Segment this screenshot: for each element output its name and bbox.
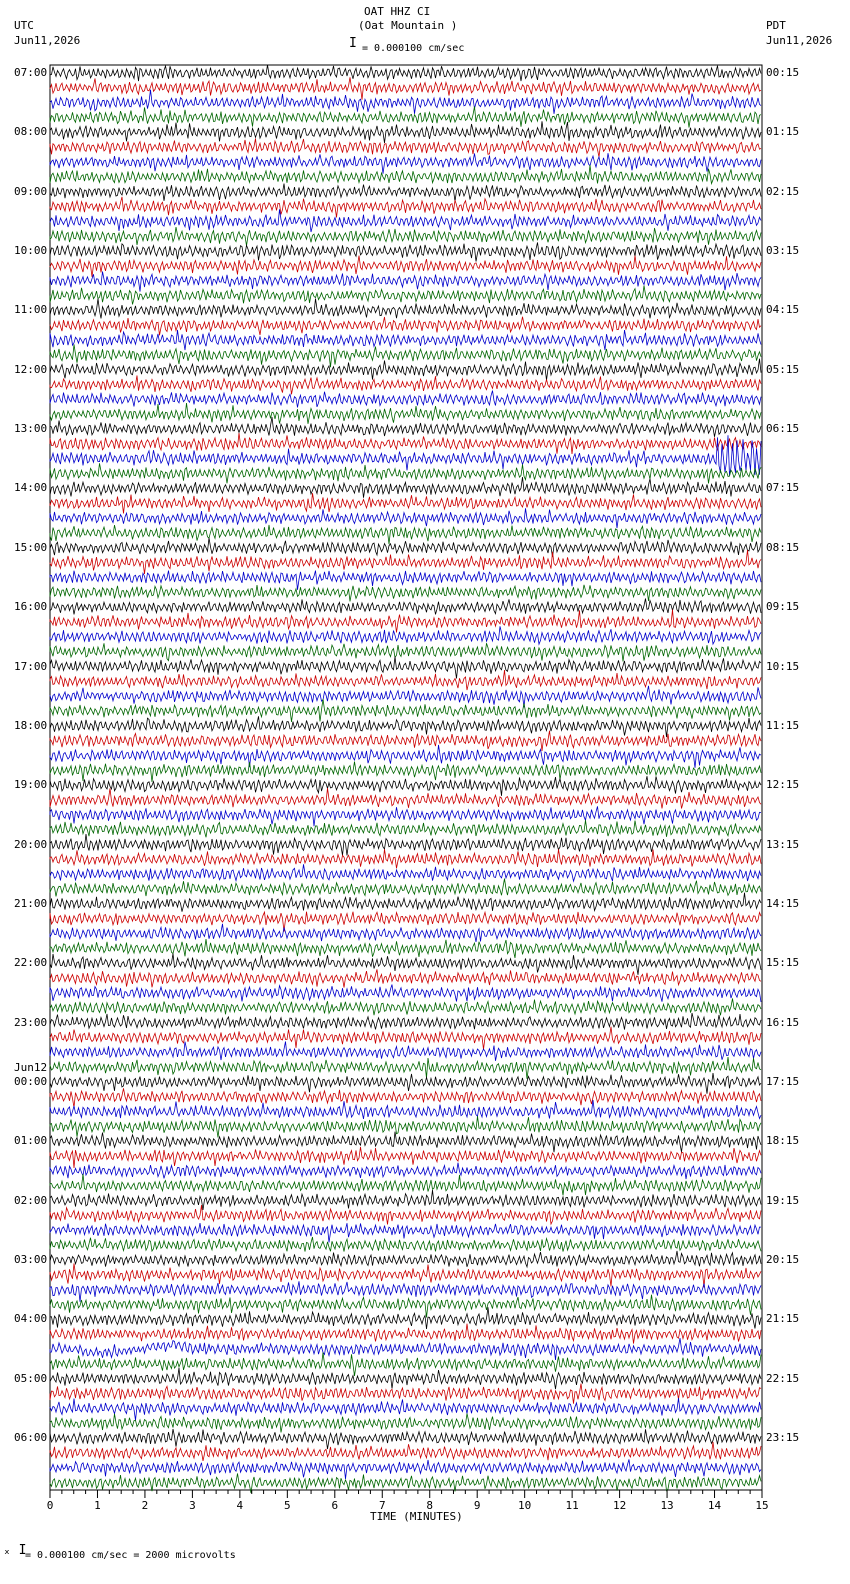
trace-line xyxy=(50,571,761,590)
trace-line xyxy=(50,106,761,127)
trace-line xyxy=(50,1042,761,1061)
pdt-hour-label: 00:15 xyxy=(766,66,800,79)
trace-line xyxy=(50,153,761,174)
trace-line xyxy=(50,272,761,292)
utc-hour-label: 04:00 xyxy=(14,1312,48,1326)
trace-line xyxy=(50,463,761,483)
trace-line xyxy=(50,330,761,350)
pdt-hour-label: 15:15 xyxy=(766,956,800,970)
trace-line xyxy=(50,788,761,808)
utc-hour-label: 09:00 xyxy=(14,184,48,198)
trace-line xyxy=(50,820,761,837)
trace-line xyxy=(50,998,761,1015)
trace-line xyxy=(50,1088,761,1107)
trace-line xyxy=(50,879,761,897)
x-axis xyxy=(47,1490,769,1512)
trace-line xyxy=(50,1281,761,1301)
trace-line xyxy=(50,376,761,395)
trace-line xyxy=(50,1190,761,1210)
pdt-hour-label: 17:15 xyxy=(766,1074,800,1088)
trace-line xyxy=(50,1237,761,1252)
trace-line xyxy=(50,1027,761,1050)
utc-hour-label: 08:00 xyxy=(14,125,48,139)
utc-hour-label: 01:00 xyxy=(14,1134,48,1148)
trace-line xyxy=(50,299,761,319)
pdt-hour-label: 14:15 xyxy=(766,896,800,910)
trace-line xyxy=(50,1205,761,1224)
pdt-hour-label: 12:15 xyxy=(766,778,800,792)
trace-line xyxy=(50,657,761,679)
pdt-hour-label: 18:15 xyxy=(766,1134,800,1148)
utc-hour-label: 12:00 xyxy=(14,362,48,376)
pdt-hour-label: 19:15 xyxy=(766,1193,800,1207)
x-tick-label: 6 xyxy=(331,1499,339,1512)
x-tick-label: 2 xyxy=(141,1499,149,1512)
utc-hour-label: 22:00 xyxy=(14,956,48,970)
trace-line xyxy=(50,184,761,202)
utc-hour-label: 14:00 xyxy=(14,481,48,495)
utc-hour-label: 02:00 xyxy=(14,1193,48,1207)
trace-line xyxy=(50,417,761,437)
trace-line xyxy=(50,1147,761,1168)
trace-line xyxy=(50,227,761,246)
trace-line xyxy=(50,477,761,498)
utc-hour-label: 03:00 xyxy=(14,1253,48,1266)
pdt-hour-label: 23:15 xyxy=(766,1431,800,1445)
trace-line xyxy=(50,585,761,602)
trace-line xyxy=(50,776,761,796)
trace-line xyxy=(50,670,761,690)
x-tick-label: 10 xyxy=(518,1499,532,1512)
scale-bar-icon: I xyxy=(349,36,357,51)
trace-line xyxy=(50,256,761,277)
pdt-hour-label: 16:15 xyxy=(766,1015,800,1029)
utc-hour-label: 15:00 xyxy=(14,540,48,554)
trace-line xyxy=(50,954,761,975)
trace-line xyxy=(50,716,761,737)
trace-line xyxy=(50,599,761,615)
station-title: OAT HHZ CI xyxy=(364,5,431,18)
trace-line xyxy=(50,864,761,881)
trace-line xyxy=(50,1324,761,1344)
trace-line xyxy=(50,1251,761,1267)
trace-line xyxy=(50,242,761,261)
trace-line xyxy=(50,65,761,81)
utc-hour-label: 07:00 xyxy=(14,66,48,79)
trace-line xyxy=(50,359,761,381)
pdt-hour-label: 06:15 xyxy=(766,422,800,436)
trace-line xyxy=(50,1398,761,1420)
trace-line xyxy=(50,1163,761,1179)
scale-text: = 0.000100 cm/sec xyxy=(362,43,465,54)
utc-hour-label: 20:00 xyxy=(14,837,48,851)
seismic-traces xyxy=(50,65,761,1493)
right-date: Jun11,2026 xyxy=(766,34,833,47)
trace-line xyxy=(50,403,761,424)
x-tick-label: 8 xyxy=(426,1499,434,1512)
utc-hour-label: 16:00 xyxy=(14,600,48,614)
utc-hour-label: 00:00 xyxy=(14,1074,48,1088)
x-tick-label: 7 xyxy=(378,1499,386,1512)
utc-hour-label: 18:00 xyxy=(14,718,48,732)
x-axis-label: TIME (MINUTES) xyxy=(370,1510,463,1523)
trace-line xyxy=(50,1174,761,1195)
pdt-hour-label: 08:15 xyxy=(766,540,800,554)
pdt-hour-label: 02:15 xyxy=(766,184,800,198)
trace-line xyxy=(50,344,761,367)
trace-line xyxy=(50,77,761,99)
trace-line xyxy=(50,1429,761,1449)
trace-line xyxy=(50,550,761,574)
utc-hour-label: 17:00 xyxy=(14,659,48,673)
x-tick-label: 13 xyxy=(660,1499,674,1512)
trace-line xyxy=(50,849,761,868)
trace-line xyxy=(50,1013,761,1030)
pdt-hour-label: 13:15 xyxy=(766,837,800,851)
trace-line xyxy=(50,139,761,157)
station-subtitle: (Oat Mountain ) xyxy=(358,19,458,32)
trace-line xyxy=(50,1223,761,1242)
trace-line xyxy=(50,391,761,408)
trace-line xyxy=(50,508,761,528)
trace-line xyxy=(50,1073,761,1094)
pdt-hour-label: 07:15 xyxy=(766,481,800,495)
x-tick-label: 4 xyxy=(236,1499,244,1512)
pdt-hour-label: 11:15 xyxy=(766,718,800,732)
trace-line xyxy=(50,731,761,751)
utc-hour-label: 05:00 xyxy=(14,1371,48,1385)
trace-line xyxy=(50,745,761,768)
trace-line xyxy=(50,1057,761,1079)
pdt-hour-label: 22:15 xyxy=(766,1371,800,1385)
utc-hour-label: 23:00 xyxy=(14,1015,48,1029)
trace-line xyxy=(50,1263,761,1287)
trace-line xyxy=(50,165,761,184)
trace-line xyxy=(50,1459,761,1479)
trace-line xyxy=(50,834,761,856)
trace-line xyxy=(50,1132,761,1153)
date-change-label: Jun12 xyxy=(14,1060,48,1074)
trace-line xyxy=(50,969,761,987)
trace-line xyxy=(50,1384,761,1404)
calibration-text: = 0.000100 cm/sec = 2000 microvolts xyxy=(25,1550,236,1561)
trace-line xyxy=(50,1307,761,1329)
trace-line xyxy=(50,538,761,557)
utc-hour-label: 10:00 xyxy=(14,244,48,258)
x-tick-label: 11 xyxy=(565,1499,579,1512)
utc-hour-label: 19:00 xyxy=(14,778,48,792)
trace-line xyxy=(50,1116,761,1137)
pdt-hour-label: 05:15 xyxy=(766,362,800,376)
x-tick-label: 15 xyxy=(755,1499,769,1512)
x-tick-label: 0 xyxy=(46,1499,54,1512)
trace-line xyxy=(50,493,761,513)
left-timezone: UTC xyxy=(14,19,34,32)
trace-line xyxy=(50,1338,761,1360)
trace-line xyxy=(50,197,761,218)
utc-hour-label: 21:00 xyxy=(14,896,48,910)
pdt-hour-label: 21:15 xyxy=(766,1312,800,1326)
x-tick-label: 1 xyxy=(94,1499,101,1512)
trace-line xyxy=(50,90,761,114)
trace-line xyxy=(50,985,761,1003)
trace-line xyxy=(50,643,761,661)
pdt-hour-label: 10:15 xyxy=(766,659,800,673)
trace-line xyxy=(50,699,761,722)
utc-hour-label: 11:00 xyxy=(14,303,48,317)
trace-line xyxy=(50,1368,761,1389)
trace-line xyxy=(50,433,761,454)
x-tick-label: 12 xyxy=(612,1499,627,1512)
trace-line xyxy=(50,317,761,336)
pdt-hour-label: 01:15 xyxy=(766,125,800,139)
trace-line xyxy=(50,1442,761,1461)
utc-hour-label: 13:00 xyxy=(14,422,48,436)
pdt-hour-label: 20:15 xyxy=(766,1253,800,1266)
x-tick-label: 9 xyxy=(473,1499,481,1512)
trace-line xyxy=(50,924,761,942)
x-tick-label: 5 xyxy=(284,1499,291,1512)
calibration-icon: ₓ I xyxy=(3,1543,27,1558)
trace-line xyxy=(50,939,761,958)
pdt-hour-label: 09:15 xyxy=(766,600,800,614)
trace-line xyxy=(50,893,761,912)
trace-line xyxy=(50,626,761,644)
trace-line xyxy=(50,1100,761,1119)
trace-line xyxy=(50,912,761,932)
trace-line xyxy=(50,1295,761,1318)
left-date: Jun11,2026 xyxy=(14,34,81,47)
trace-line xyxy=(50,121,761,143)
pdt-hour-label: 04:15 xyxy=(766,303,800,317)
x-tick-label: 14 xyxy=(707,1499,722,1512)
trace-line xyxy=(50,686,761,708)
x-tick-label: 3 xyxy=(189,1499,196,1512)
trace-line xyxy=(50,806,761,826)
pdt-hour-label: 03:15 xyxy=(766,244,800,258)
trace-line xyxy=(50,286,761,305)
right-timezone: PDT xyxy=(766,19,786,32)
utc-hour-label: 06:00 xyxy=(14,1431,48,1445)
trace-line xyxy=(50,1352,761,1376)
trace-line xyxy=(50,1414,761,1433)
